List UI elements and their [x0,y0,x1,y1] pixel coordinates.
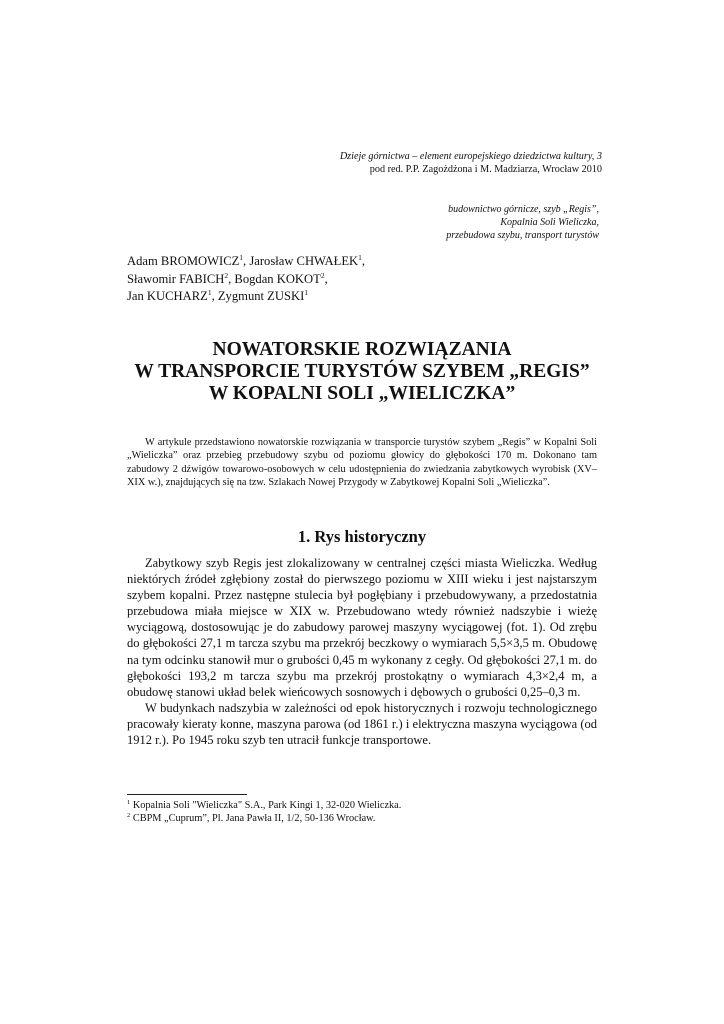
author-affiliation-mark: 1 [207,288,212,297]
footnote-text: CBPM „Cuprum”, Pl. Jana Pawła II, 1/2, 50-136 Wrocław. [132,813,376,825]
abstract: W artykule przedstawiono nowatorskie rozwiązania w transporcie turystów szybem „Regis” w Kopalni Soli „Wieliczka” oraz przebieg przebudowy szybu od poziomu głowicy do głębokości 170 m. Dokonano tam zabudowy 2 dźwigów towarowo-osobowych w celu udostępnienia do zwiedzania zabytkowych wyrobisk (XV–XIX w.), znajdujących się na tzw. Szlakach Nowej Przygody w Zabytkowej Kopalni Soli „Wieliczka”. [127,437,597,488]
title-line: NOWATORSKIE ROZWIĄZANIA [212,339,512,360]
title-line: W KOPALNI SOLI „WIELICZKA” [208,383,516,404]
author-name: Zygmunt ZUSKI [217,289,305,303]
body-paragraph: W budynkach nadszybia w zależności od epok historycznych i rozwoju technologicznego pracowały kieraty konne, maszyna parowa (od 1861 r.) i elektryczna maszyna wyciągowa (od 1912 r.). Po 1945 roku szyb ten utracił funkcje transportowe. [127,700,597,748]
footnote [127,799,597,812]
author-affiliation-mark: 1 [239,253,244,262]
footnote-text: Kopalnia Soli "Wieliczka" S.A., Park Kingi 1, 32-020 Wieliczka. [132,800,402,811]
series-title: Dzieje górnictwa – element europejskiego dziedzictwa kultury, 3 [339,151,602,162]
footnote-mark: 2 [127,812,131,820]
author-list [127,253,547,306]
author-line: Adam BROMOWICZ$^1$, Jarosław CHWAŁEK$^1$, [127,253,366,268]
keyword-line: budownictwo górnicze, szyb „Regis”, [448,204,599,215]
paper-title [120,339,604,405]
author-name: Jan KUCHARZ [127,289,208,303]
footnote-divider [127,794,247,795]
author-name: Sławomir FABICH [127,271,225,286]
section-heading: 1. Rys historyczny [297,527,427,546]
footnotes [127,799,597,826]
author-name: Adam BROMOWICZ [127,254,240,268]
keyword-line: Kopalnia Soli Wieliczka, [500,217,599,228]
author-line: Sławomir FABICH$^2$, Bogdan KOKOT$^2$, [127,270,328,286]
footnote-mark: 1 [127,799,131,806]
author-affiliation-mark: 1 [304,288,309,297]
title-line: W TRANSPORCIE TURYSTÓW SZYBEM „REGIS” [134,361,590,382]
keywords [279,203,599,242]
author-affiliation-mark: 1 [358,253,362,262]
author-name: Bogdan KOKOT [234,271,321,286]
author-affiliation-mark: 2 [320,270,325,280]
footnote [127,812,597,825]
series-header [142,150,602,176]
body-paragraph: Zabytkowy szyb Regis jest zlokalizowany w centralnej części miasta Wieliczka. Według niektórych źródeł zgłębiony został do pierwszego poziomu w XIII wieku i jest najstarszym szybem kopalni. Przez następne stulecia był pogłębiany i przebudowywany, a przedostatnia przebudowa miała miejsce w XIX w. Przebudowano wtedy również nadszybie i wieżę wyciągową, dostosowując je do zabudowy parowej maszyny wyciągowej (fot. 1). Od zrębu do głębokości 27,1 m tarcza szybu ma przekrój beczkowy o wymiarach 5,5×3,5 m. Obudowę na tym odcinku stanowił mur o grubości 0,45 m wykonany z cegły. Od głębokości 27,1 m. do głębokości 193,2 m tarcza szybu ma przekrój prostokątny o wymiarach 4,3×2,4 m, a obudowę stanowi układ belek wieńcowych sosnowych i dębowych o grubości 0,25–0,3 m. [127,556,597,699]
keyword-line: przebudowa szybu, transport turystów [446,230,599,241]
author-affiliation-mark: 2 [224,270,229,280]
series-editors: pod red. P.P. Zagożdżona i M. Madziarza, Wrocław 2010 [369,164,602,175]
section-body [127,555,597,748]
author-line: Jan KUCHARZ$^1$, Zygmunt ZUSKI$^1$ [127,288,309,303]
author-name: Jarosław CHWAŁEK [249,254,359,268]
